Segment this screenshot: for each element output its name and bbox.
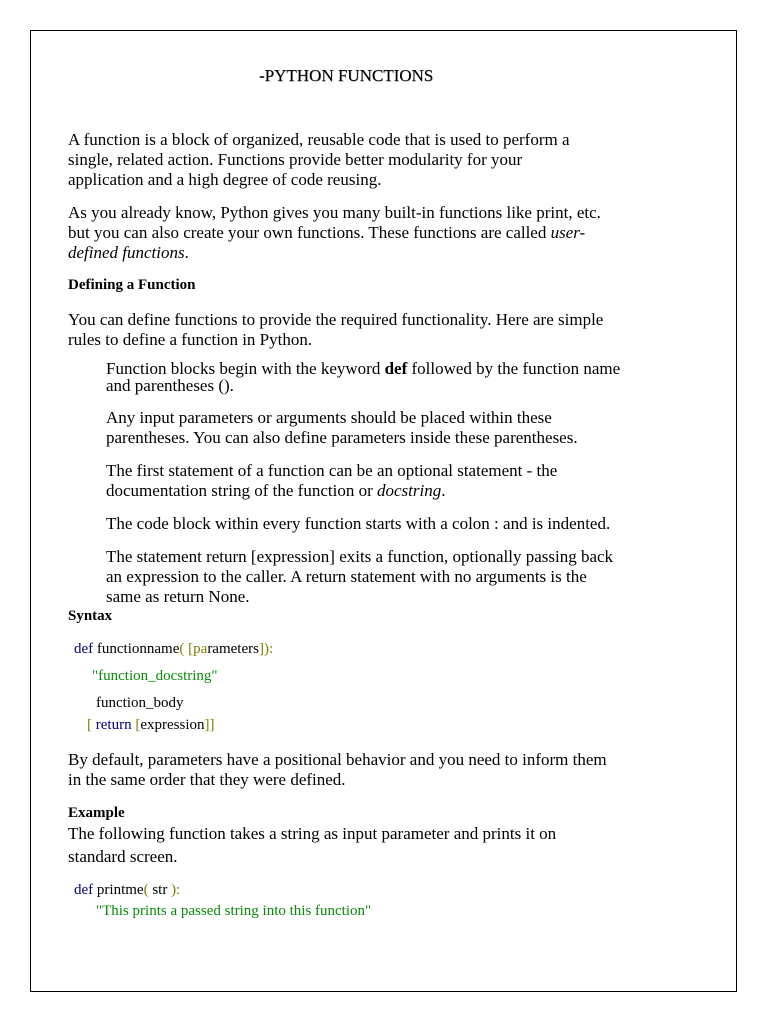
code-punct: ]] xyxy=(204,717,215,733)
code-keyword: return xyxy=(95,717,132,733)
text-line: The following function takes a string as input parameter and prints it on xyxy=(68,824,557,843)
code-docstring: "function_docstring" xyxy=(92,668,218,684)
code-identifier: printme xyxy=(93,882,144,898)
text-line xyxy=(68,243,189,263)
text-span: but you can also create your own functions. These functions are called xyxy=(68,223,551,242)
rule-item: The code block within every function starts with a colon : and is indented. xyxy=(106,514,611,533)
code-line xyxy=(74,881,180,899)
code-identifier: pa xyxy=(193,641,208,657)
rule-item-continued: an expression to the caller. A return statement with no arguments is the xyxy=(106,567,587,586)
text-line: As you already know, Python gives you many built-in functions like print, etc. xyxy=(68,203,601,222)
text-span: . xyxy=(184,243,189,262)
rule-item-continued xyxy=(106,481,445,501)
code-identifier: expression xyxy=(140,717,205,733)
text-line: in the same order that they were defined. xyxy=(68,770,346,789)
text-span: documentation string of the function or xyxy=(106,481,377,500)
code-identifier: rameters xyxy=(207,641,259,657)
text-line: standard screen. xyxy=(68,847,178,866)
emphasis: docstring xyxy=(377,481,442,500)
code-punct: ): xyxy=(167,882,181,898)
section-heading-defining: Defining a Function xyxy=(68,277,196,293)
code-punct: ( xyxy=(143,882,153,898)
text-span: Function blocks begin with the keyword xyxy=(106,359,385,378)
code-keyword: def xyxy=(74,641,94,657)
code-identifier: functionname xyxy=(93,641,180,657)
code-keyword: def xyxy=(74,882,94,898)
text-line xyxy=(68,223,585,243)
rule-item-continued: parentheses. You can also define parameters inside these parentheses. xyxy=(106,428,578,447)
emphasis: defined functions xyxy=(68,243,185,262)
rule-item: Any input parameters or arguments should be placed within these xyxy=(106,408,552,427)
code-punct: ]): xyxy=(258,641,274,657)
rule-item-continued: same as return None. xyxy=(106,587,250,606)
code-punct: ( [ xyxy=(179,641,194,657)
text-span: . xyxy=(441,481,446,500)
rule-item-continued: and parentheses (). xyxy=(106,376,234,395)
page-title: -PYTHON FUNCTIONS xyxy=(259,66,434,85)
text-line: application and a high degree of code reusing. xyxy=(68,170,382,189)
rule-item: The first statement of a function can be an optional statement - the xyxy=(106,461,558,480)
code-punct: [ xyxy=(131,717,141,733)
emphasis: user- xyxy=(550,223,586,242)
rule-item: The statement return [expression] exits a function, optionally passing back xyxy=(106,547,614,566)
text-line: single, related action. Functions provide better modularity for your xyxy=(68,150,523,169)
code-punct: [ xyxy=(87,717,96,733)
code-line xyxy=(74,640,273,658)
code-line xyxy=(87,716,214,734)
section-heading-example: Example xyxy=(68,805,125,821)
text-line: rules to define a function in Python. xyxy=(68,330,313,349)
code-line: function_body xyxy=(96,695,184,711)
text-span: followed by the function name xyxy=(407,359,621,378)
keyword-def: def xyxy=(384,359,408,378)
code-identifier: str xyxy=(152,882,168,898)
text-line: By default, parameters have a positional behavior and you need to inform them xyxy=(68,750,607,769)
text-line: You can define functions to provide the required functionality. Here are simple xyxy=(68,310,604,329)
code-docstring: "This prints a passed string into this function" xyxy=(96,903,372,919)
section-heading-syntax: Syntax xyxy=(68,608,113,624)
text-line: A function is a block of organized, reusable code that is used to perform a xyxy=(68,130,570,149)
